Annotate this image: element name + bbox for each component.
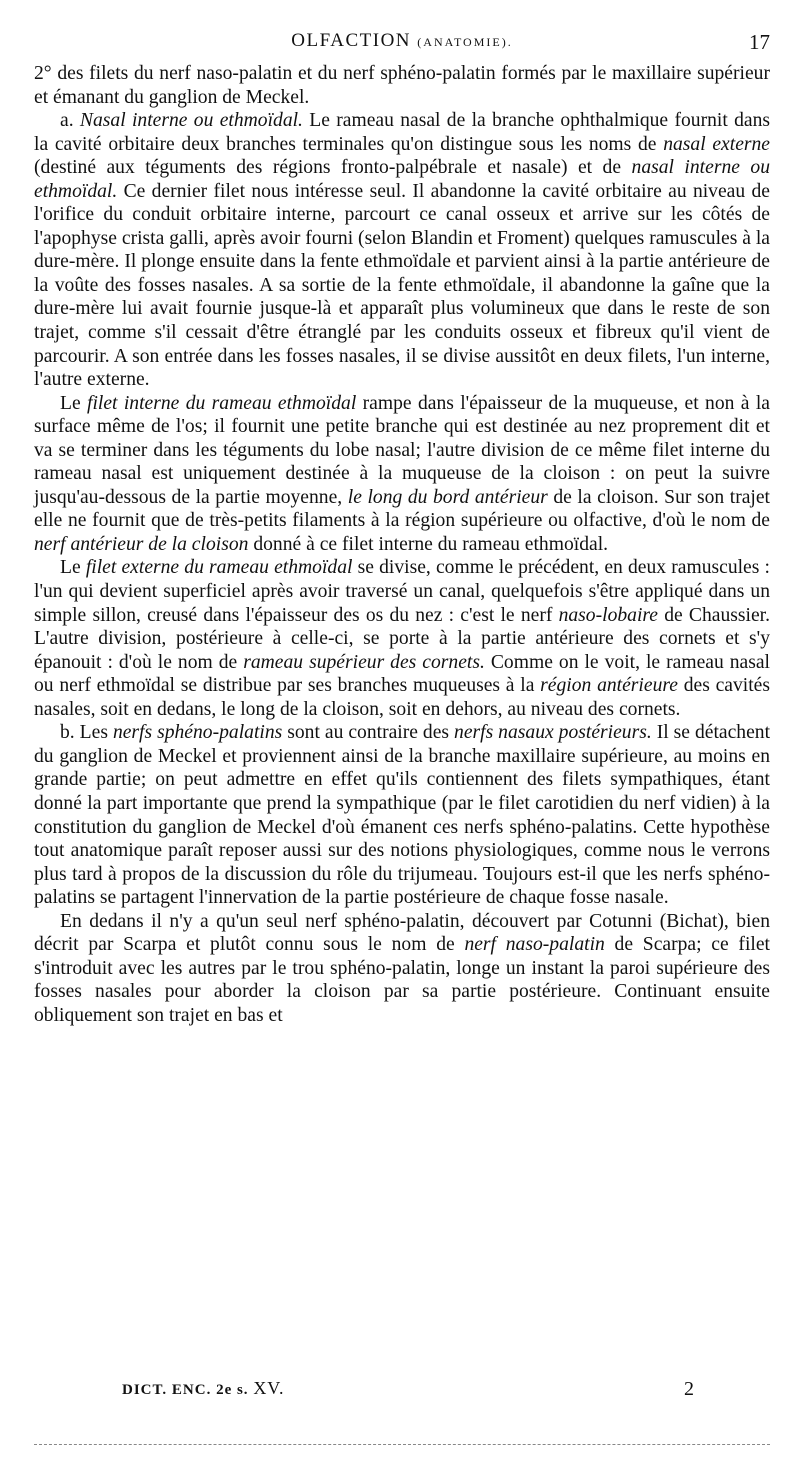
printer-signature — [122, 1378, 285, 1399]
italic-run: rameau supérieur des cornets. — [243, 651, 485, 673]
italic-run: nasal interne ou ethmoïdal. — [34, 157, 770, 202]
body-text — [34, 62, 770, 1027]
page-footer — [34, 1378, 770, 1404]
text-run: rampe dans l'épaisseur de la muqueuse, et non à la surface même de l'os; il fournit une petite branche qui est destinée au nez proprement dit et va se terminer dans les téguments du lobe nasal; l'autre division de ce même filet interne du rameau nasal est uniquement destinée à la muqueuse de la cloison : on peut la suivre jusqu'au-dessous de la partie moyenne, — [34, 392, 770, 508]
italic-run: nasal externe — [663, 133, 771, 155]
italic-run: le long du bord antérieur — [347, 486, 548, 508]
text-run: Il se détachent du ganglion de Meckel et proviennent ainsi de la branche maxillaire supérieure, au moins en grande partie; on peut admettre en effet qu'ils contiennent des filets sympathiques, étant donné la part importante que prend la sympathique (par le filet carotidien du nerf vidien) à la constitution du ganglion de Meckel d'où émanent ces nerfs sphéno-palatins. Cette hypothèse tout anatomique paraît reposer aussi sur des notions physiologiques, comme nous le verrons plus tard à propos de la discussion du rôle du trijumeau. Toujours est-il que les nerfs sphéno-palatins se partagent l'innervation de la partie postérieure de chaque fosse nasale. — [34, 722, 771, 909]
text-run: b. Les — [60, 722, 113, 744]
paragraph — [34, 62, 770, 109]
italic-run: filet interne du rameau ethmoïdal — [87, 392, 357, 414]
italic-run: région antérieure — [540, 675, 678, 697]
text-run: Le rameau nasal de la branche ophthalmique fournit dans la cavité orbitaire deux branches terminales qu'on distingue sous les noms de — [34, 110, 771, 155]
italic-run: nerfs sphéno-palatins — [112, 722, 283, 744]
sheet-number: 2 — [684, 1378, 694, 1400]
text-run: En dedans il n'y a qu'un seul nerf sphéno-palatin, découvert par Cotunni (Bichat), bien décrit par Scarpa et plutôt connu sous le nom de — [34, 910, 770, 956]
text-run: donné à ce filet interne du rameau ethmoïdal. — [248, 533, 609, 555]
text-run: a. — [60, 110, 80, 132]
paragraph — [34, 910, 770, 1028]
text-run: Ce dernier filet nous intéresse seul. Il abandonne la cavité orbitaire au niveau de l'orifice du conduit orbitaire interne, parcourt ce canal osseux et arrive sur les côtés de l'apophyse crista galli, après avoir fourni (selon Blandin et Froment) quelques ramuscules à la dure-mère. Il plonge ensuite dans la fente ethmoïdale et parvient ainsi à la partie antérieure de la voûte des fosses nasales. A sa sortie de la fente ethmoïdale, il abandonne la gaîne que la dure-mère lui avait fournie jusque-là et apparaît plus volumineux que dans le reste de son trajet, comme s'il cessait d'être étranglé par les conduits osseux et fibreux qu'il vient de parcourir. A son entrée dans les fosses nasales, il se divise aussitôt en deux filets, l'un interne, l'autre externe. — [34, 180, 770, 391]
paragraph — [34, 392, 770, 557]
page-number: 17 — [749, 30, 770, 54]
text-run: sont au contraire des — [282, 722, 455, 744]
running-title-subtitle: (ANATOMIE). — [417, 35, 513, 49]
text-run: Comme on le voit, le rameau nasal ou nerf ethmoïdal se distribue par ses branches muqueuses à la — [34, 651, 771, 697]
italic-run: Nasal interne ou ethmoïdal. — [79, 110, 303, 132]
text-run: des cavités nasales, soit en dedans, le long de la cloison, soit en dehors, au niveau des cornets. — [34, 675, 770, 720]
italic-run: nerf naso-palatin — [464, 934, 605, 956]
running-title-main: OLFACTION — [291, 30, 412, 51]
italic-run: filet externe du rameau ethmoïdal — [85, 557, 353, 579]
signature-volume: XV. — [253, 1378, 285, 1398]
italic-run: naso-lobaire — [558, 604, 658, 626]
italic-run: nerf antérieur de la cloison — [34, 533, 249, 555]
text-run: se divise, comme le précédent, en deux ramuscules : l'un qui devient superficiel après avoir traversé un canal, quelquefois s'être appliqué dans un simple sillon, creusé dans l'épaisseur des os du nez : c'est le nerf — [34, 557, 770, 626]
text-run: 2° des filets du nerf naso-palatin et du nerf sphéno-palatin formés par le maxillaire supérieur et émanant du ganglion de Meckel. — [34, 63, 770, 108]
running-head — [34, 30, 770, 56]
italic-run: nerfs nasaux postérieurs. — [454, 722, 652, 744]
text-run: de Chaussier. L'autre division, postérieure à celle-ci, se porte à la partie antérieure des cornets et s'y épanouit : d'où le nom de — [34, 604, 770, 673]
paragraph — [34, 721, 770, 909]
paragraph — [34, 556, 770, 721]
running-title — [34, 30, 770, 52]
paragraph — [34, 109, 770, 392]
signature-prefix: DICT. ENC. 2e s. — [122, 1382, 249, 1398]
text-run: Le — [60, 557, 86, 579]
bottom-rule — [34, 1444, 770, 1445]
text-run: de la cloison. Sur son trajet elle ne fournit que de très-petits filaments à la région supérieure ou olfactive, d'où le nom de — [34, 486, 771, 532]
text-run: (destiné aux téguments des régions fronto-palpébrale et nasale) et de — [34, 157, 632, 179]
text-run: de Scarpa; ce filet s'introduit avec les autres par le trou sphéno-palatin, longe un instant la paroi supérieure des fosses nasales pour aborder la cloison par sa partie postérieure. Continuant ensuite obliquement son trajet en bas et — [34, 934, 770, 1026]
text-run: Le — [60, 392, 88, 414]
